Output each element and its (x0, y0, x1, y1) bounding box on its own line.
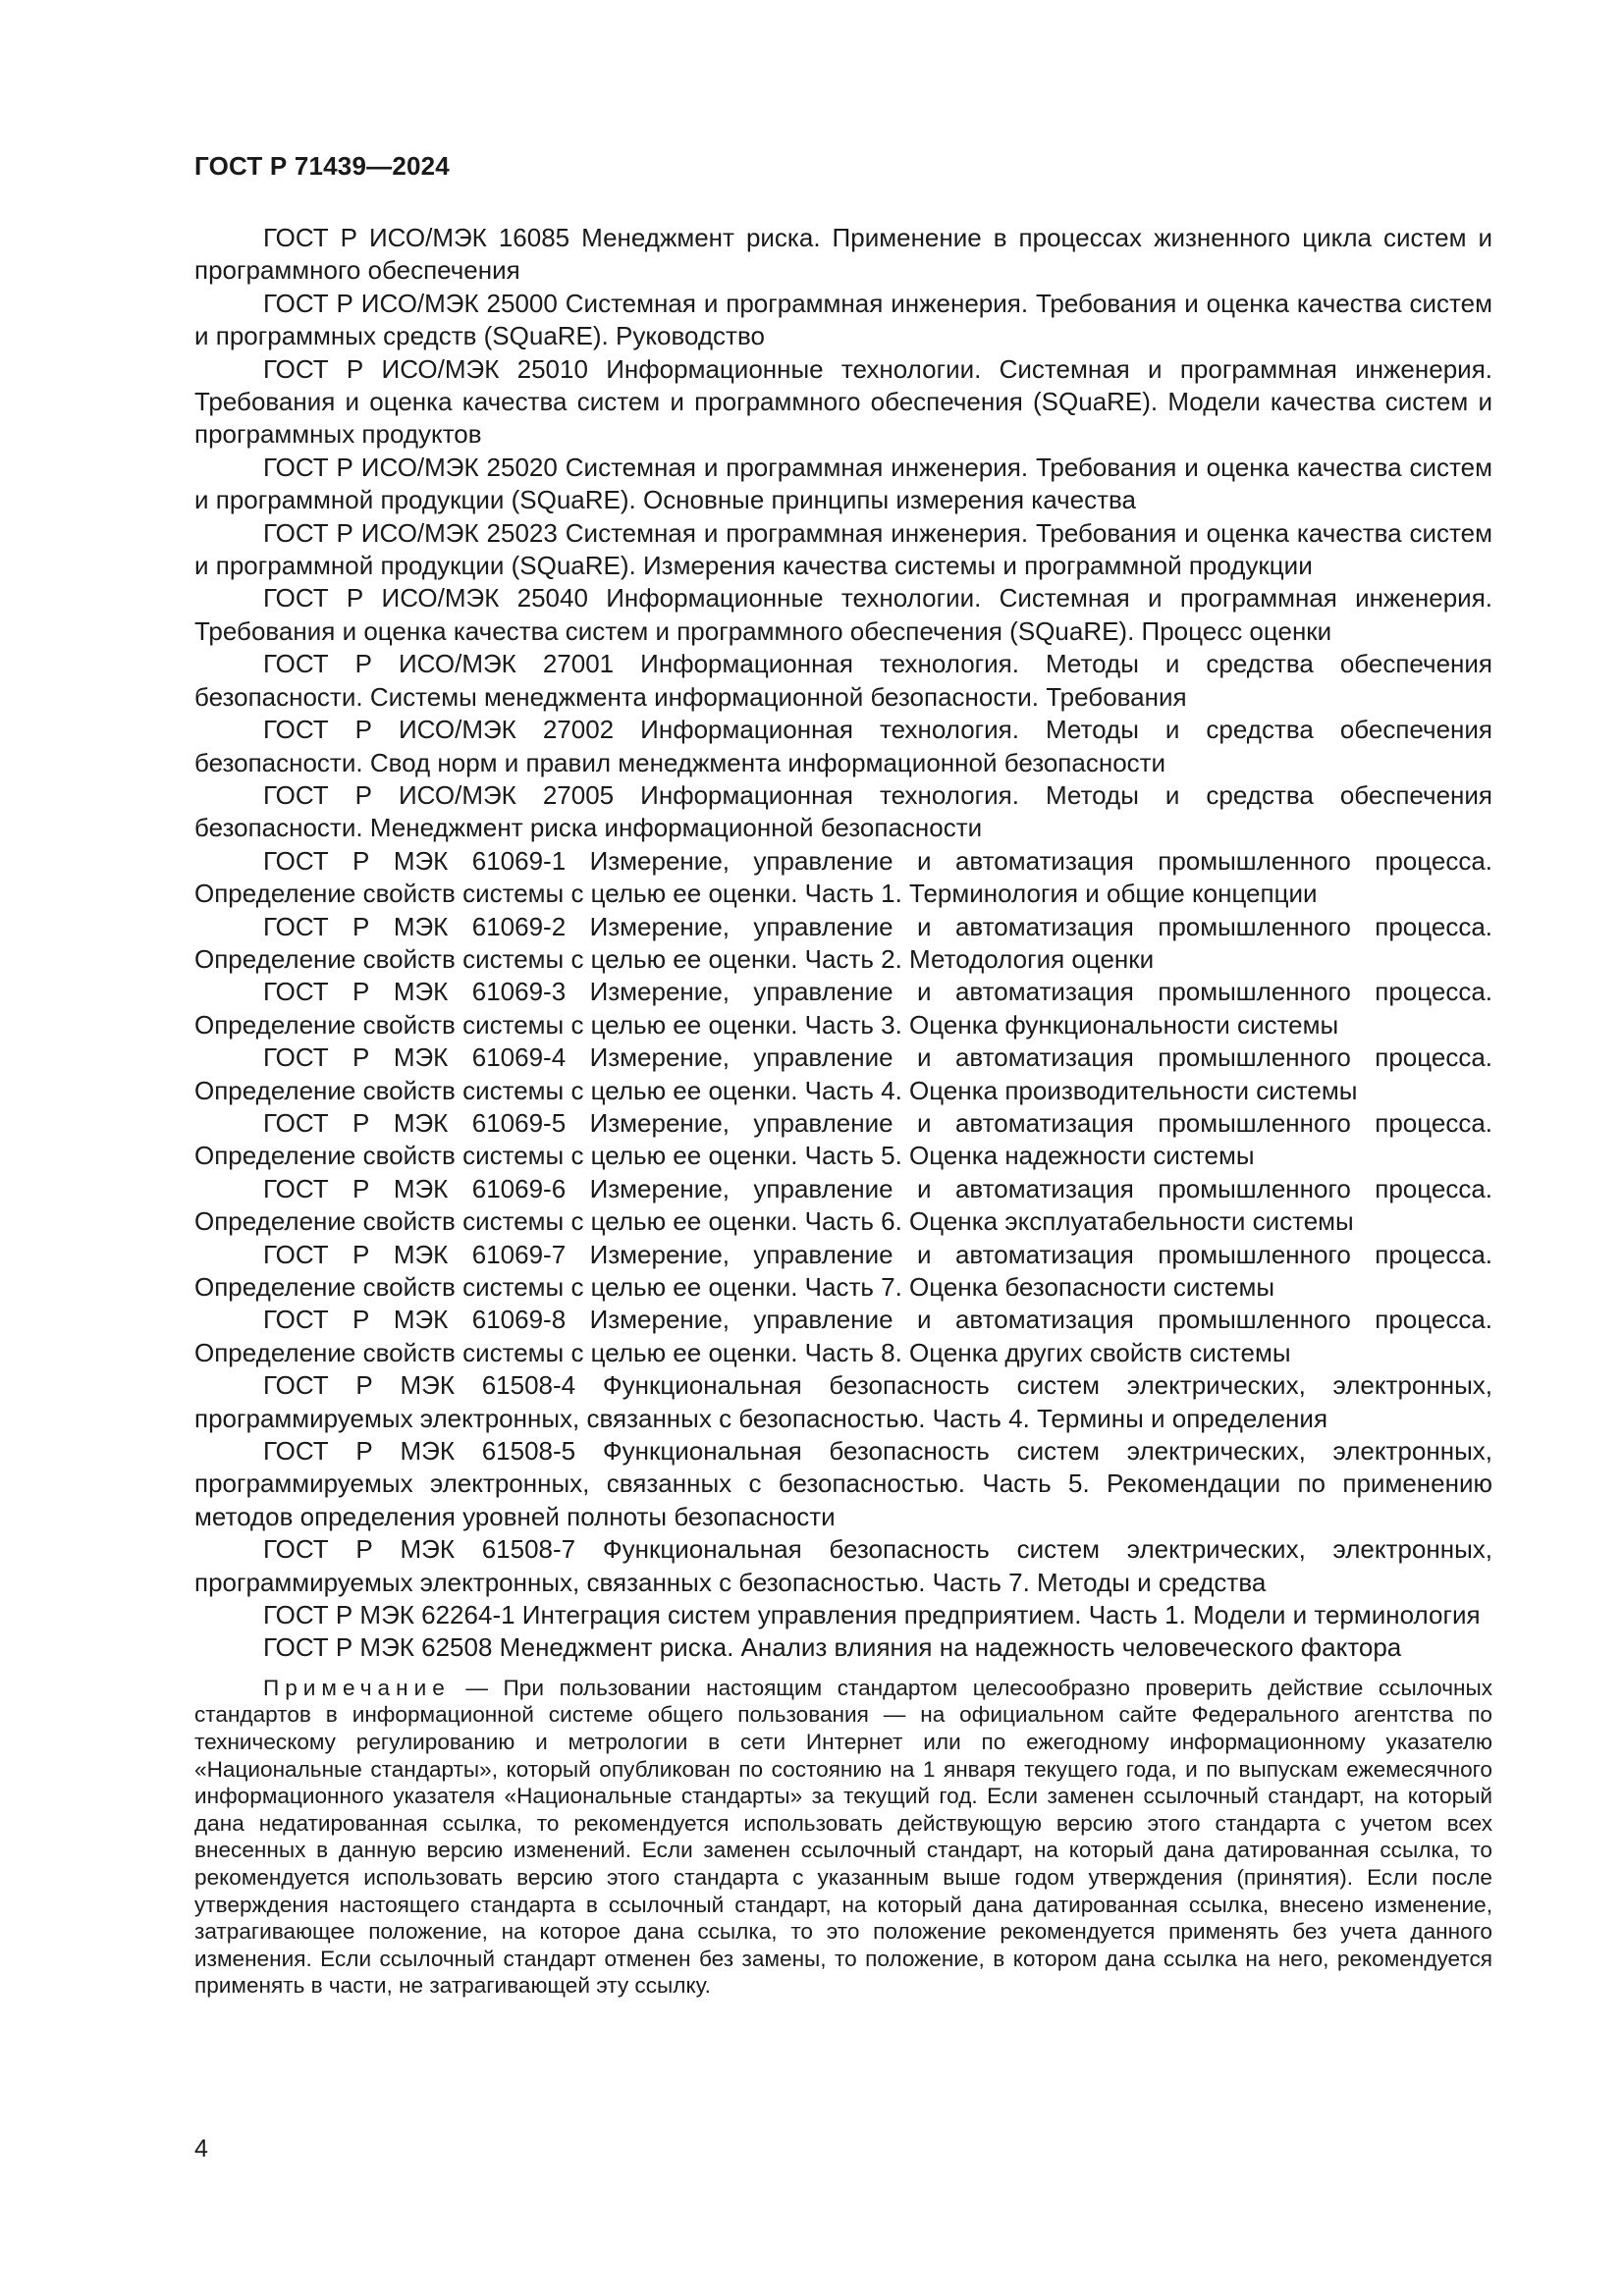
reference-item: ГОСТ Р МЭК 61069-3 Измерение, управление и автоматизация промышленного процесса. Определение свойств системы с целью ее оценки. Часть 3. Оценка функциональности системы (194, 977, 1492, 1040)
reference-item: ГОСТ Р МЭК 61069-2 Измерение, управление и автоматизация промышленного процесса. Определение свойств системы с целью ее оценки. Часть 2. Методология оценки (194, 911, 1492, 974)
reference-item: ГОСТ Р ИСО/МЭК 25023 Системная и программная инженерия. Требования и оценка качества систем и программной продукции (SQuaRE). Измерения качества системы и программной продукции (194, 517, 1492, 581)
reference-item: ГОСТ Р МЭК 61069-5 Измерение, управление и автоматизация промышленного процесса. Определение свойств системы с целью ее оценки. Часть 5. Оценка надежности системы (194, 1107, 1492, 1171)
reference-item: ГОСТ Р МЭК 62508 Менеджмент риска. Анализ влияния на надежность человеческого фактора (263, 1632, 1402, 1663)
reference-item: ГОСТ Р МЭК 61069-7 Измерение, управление и автоматизация промышленного процесса. Определение свойств системы с целью ее оценки. Часть 7. Оценка безопасности системы (194, 1239, 1492, 1302)
note-paragraph (194, 1675, 1492, 2000)
reference-item: ГОСТ Р ИСО/МЭК 25000 Системная и программная инженерия. Требования и оценка качества систем и программных средств (SQuaRE). Руководство (194, 288, 1492, 351)
reference-item: ГОСТ Р МЭК 61069-1 Измерение, управление и автоматизация промышленного процесса. Определение свойств системы с целью ее оценки. Часть 1. Терминология и общие концепции (194, 845, 1492, 909)
reference-item: ГОСТ Р МЭК 61069-6 Измерение, управление и автоматизация промышленного процесса. Определение свойств системы с целью ее оценки. Часть 6. Оценка эксплуатабельности системы (194, 1173, 1492, 1237)
note-text: — При пользовании настоящим стандартом целесообразно проверить действие ссылочных стандартов в информационной системе общего пользования — на официальном сайте Федерального агентства по техническому регулированию и метрологии в сети Интернет или по ежегодному информационному указателю «Национальные стандарты», который опубликован по состоянию на 1 января текущего года, и по выпускам ежемесячного информационного указателя «Национальные стандарты» за текущий год. Если заменен ссылочный стандарт, на который дана недатированная ссылка, то рекомендуется использовать действующую версию этого стандарта с учетом всех внесенных в данную версию изменений. Если заменен ссылочный стандарт, на который дана датированная ссылка, то рекомендуется использовать версию этого стандарта с указанным выше годом утверждения (принятия). Если после утверждения настоящего стандарта в ссылочный стандарт, на который дана датированная ссылка, внесено изменение, затрагивающее положение, на которое дана ссылка, то это положение рекомендуется применять без учета данного изменения. Если ссылочный стандарт отменен без замены, то положение, в котором дана ссылка на него, рекомендуется применять в части, не затрагивающей эту ссылку. (194, 1675, 1492, 1999)
normative-references (194, 222, 1492, 2000)
reference-item: ГОСТ Р МЭК 61508-4 Функциональная безопасность систем электрических, электронных, программируемых электронных, связанных с безопасностью. Часть 4. Термины и определения (194, 1370, 1492, 1433)
reference-item: ГОСТ Р МЭК 61069-4 Измерение, управление и автоматизация промышленного процесса. Определение свойств системы с целью ее оценки. Часть 4. Оценка производительности системы (194, 1042, 1492, 1105)
reference-item: ГОСТ Р ИСО/МЭК 27002 Информационная технология. Методы и средства обеспечения безопасности. Свод норм и правил менеджмента информационной безопасности (194, 715, 1492, 777)
reference-item: ГОСТ Р ИСО/МЭК 27005 Информационная технология. Методы и средства обеспечения безопасности. Менеджмент риска информационной безопасности (194, 779, 1492, 843)
reference-item: ГОСТ Р ИСО/МЭК 25010 Информационные технологии. Системная и программная инженерия. Требования и оценка качества систем и программного обеспечения (SQuaRE). Модели качества систем и программных продуктов (194, 353, 1492, 450)
reference-item: ГОСТ Р МЭК 61069-8 Измерение, управление и автоматизация промышленного процесса. Определение свойств системы с целью ее оценки. Часть 8. Оценка других свойств системы (194, 1305, 1492, 1367)
reference-item: ГОСТ Р МЭК 62264-1 Интеграция систем управления предприятием. Часть 1. Модели и терминология (263, 1600, 1481, 1630)
page-number: 4 (194, 2135, 208, 2163)
reference-item: ГОСТ Р ИСО/МЭК 25020 Системная и программная инженерия. Требования и оценка качества систем и программной продукции (SQuaRE). Основные принципы измерения качества (194, 452, 1492, 515)
document-code-header: ГОСТ Р 71439—2024 (194, 151, 450, 181)
reference-item: ГОСТ Р ИСО/МЭК 16085 Менеджмент риска. Применение в процессах жизненного цикла систем и программного обеспечения (194, 223, 1492, 286)
reference-item: ГОСТ Р МЭК 61508-5 Функциональная безопасность систем электрических, электронных, программируемых электронных, связанных с безопасностью. Часть 5. Рекомендации по применению методов определения уровней полноты безопасности (194, 1436, 1492, 1531)
note-label: Примечание (263, 1675, 451, 1700)
reference-item: ГОСТ Р МЭК 61508-7 Функциональная безопасность систем электрических, электронных, программируемых электронных, связанных с безопасностью. Часть 7. Методы и средства (194, 1534, 1492, 1597)
reference-item: ГОСТ Р ИСО/МЭК 27001 Информационная технология. Методы и средства обеспечения безопасности. Системы менеджмента информационной безопасности. Требования (194, 649, 1492, 712)
reference-item: ГОСТ Р ИСО/МЭК 25040 Информационные технологии. Системная и программная инженерия. Требования и оценка качества систем и программного обеспечения (SQuaRE). Процесс оценки (194, 583, 1492, 646)
